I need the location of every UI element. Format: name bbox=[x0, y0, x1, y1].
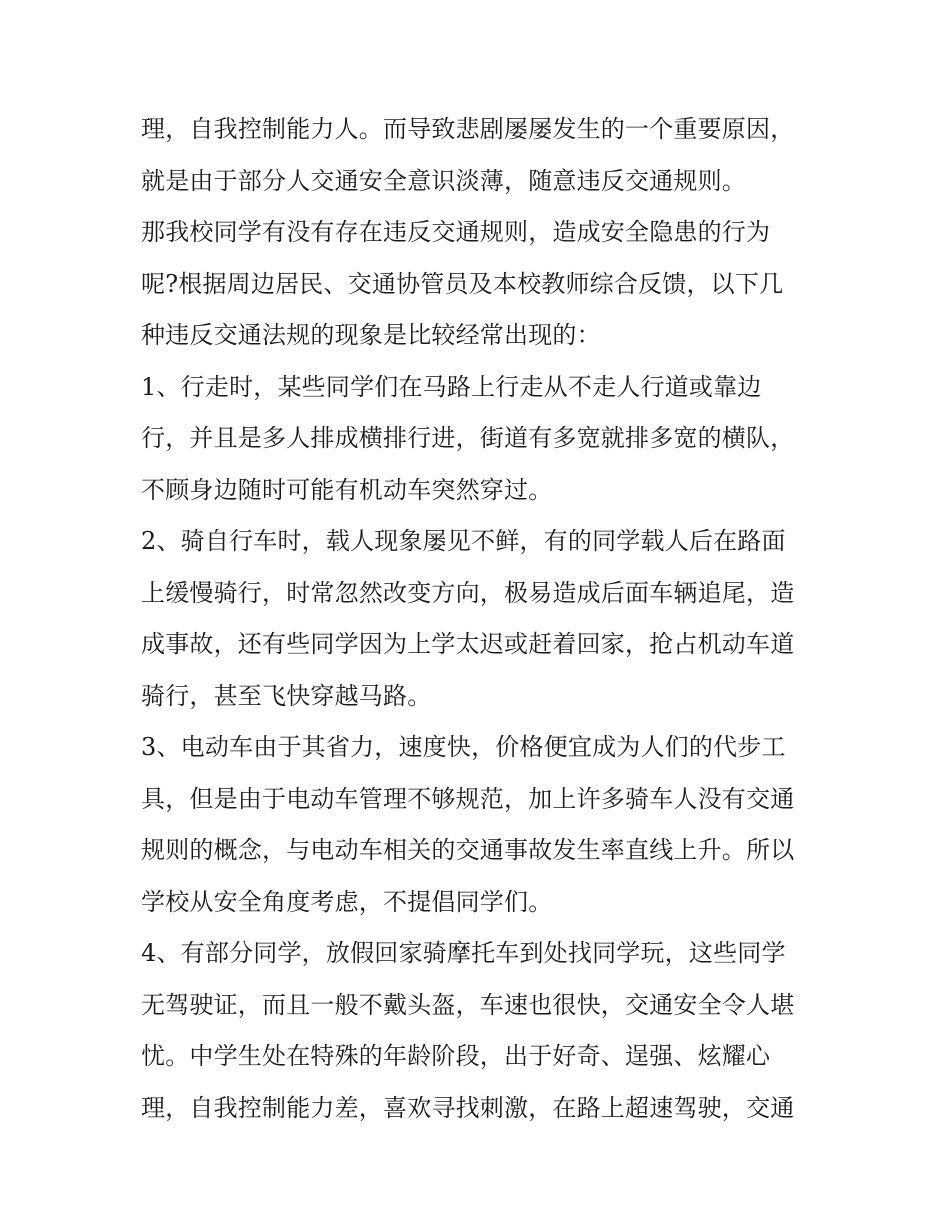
text-line: 4、有部分同学，放假回家骑摩托车到处找同学玩，这些同学 bbox=[141, 939, 786, 967]
text-line: 理，自我控制能力差，喜欢寻找刺激，在路上超速驾驶，交通 bbox=[141, 1093, 795, 1122]
text-line: 成事故，还有些同学因为上学太迟或赶着回家，抢占机动车道 bbox=[141, 630, 795, 658]
text-line: 规则的概念，与电动车相关的交通事故发生率直线上升。所以 bbox=[141, 836, 795, 864]
text-line: 理，自我控制能力人。而导致悲剧屡屡发生的一个重要原因， bbox=[141, 115, 795, 143]
text-line: 上缓慢骑行，时常忽然改变方向，极易造成后面车辆追尾，造 bbox=[141, 578, 795, 607]
text-line: 不顾身边随时可能有机动车突然穿过。 bbox=[141, 475, 553, 504]
text-line: 2、骑自行车时，载人现象屡见不鲜，有的同学载人后在路面 bbox=[141, 527, 786, 555]
text-line: 1、行走时，某些同学们在马路上行走从不走人行道或靠边 bbox=[141, 372, 762, 401]
text-line: 行，并且是多人排成横排行进，街道有多宽就排多宽的横队， bbox=[141, 424, 795, 452]
text-line: 忧。中学生处在特殊的年龄阶段，出于好奇、逞强、炫耀心 bbox=[141, 1042, 771, 1070]
body-text bbox=[141, 104, 821, 1134]
text-line: 学校从安全角度考虑，不提倡同学们。 bbox=[141, 887, 553, 916]
text-line: 呢?根据周边居民、交通协管员及本校教师综合反馈，以下几 bbox=[141, 269, 784, 298]
text-line: 3、电动车由于其省力，速度快，价格便宜成为人们的代步工 bbox=[141, 733, 786, 761]
text-line: 骑行，甚至飞快穿越马路。 bbox=[141, 681, 432, 710]
text-line: 种违反交通法规的现象是比较经常出现的： bbox=[141, 321, 601, 349]
text-line: 那我校同学有没有存在违反交通规则，造成安全隐患的行为 bbox=[141, 218, 771, 246]
text-line: 具，但是由于电动车管理不够规范，加上许多骑车人没有交通 bbox=[141, 784, 795, 813]
text-line: 就是由于部分人交通安全意识淡薄，随意违反交通规则。 bbox=[141, 166, 746, 195]
text-line: 无驾驶证，而且一般不戴头盔，车速也很快，交通安全令人堪 bbox=[141, 990, 795, 1019]
